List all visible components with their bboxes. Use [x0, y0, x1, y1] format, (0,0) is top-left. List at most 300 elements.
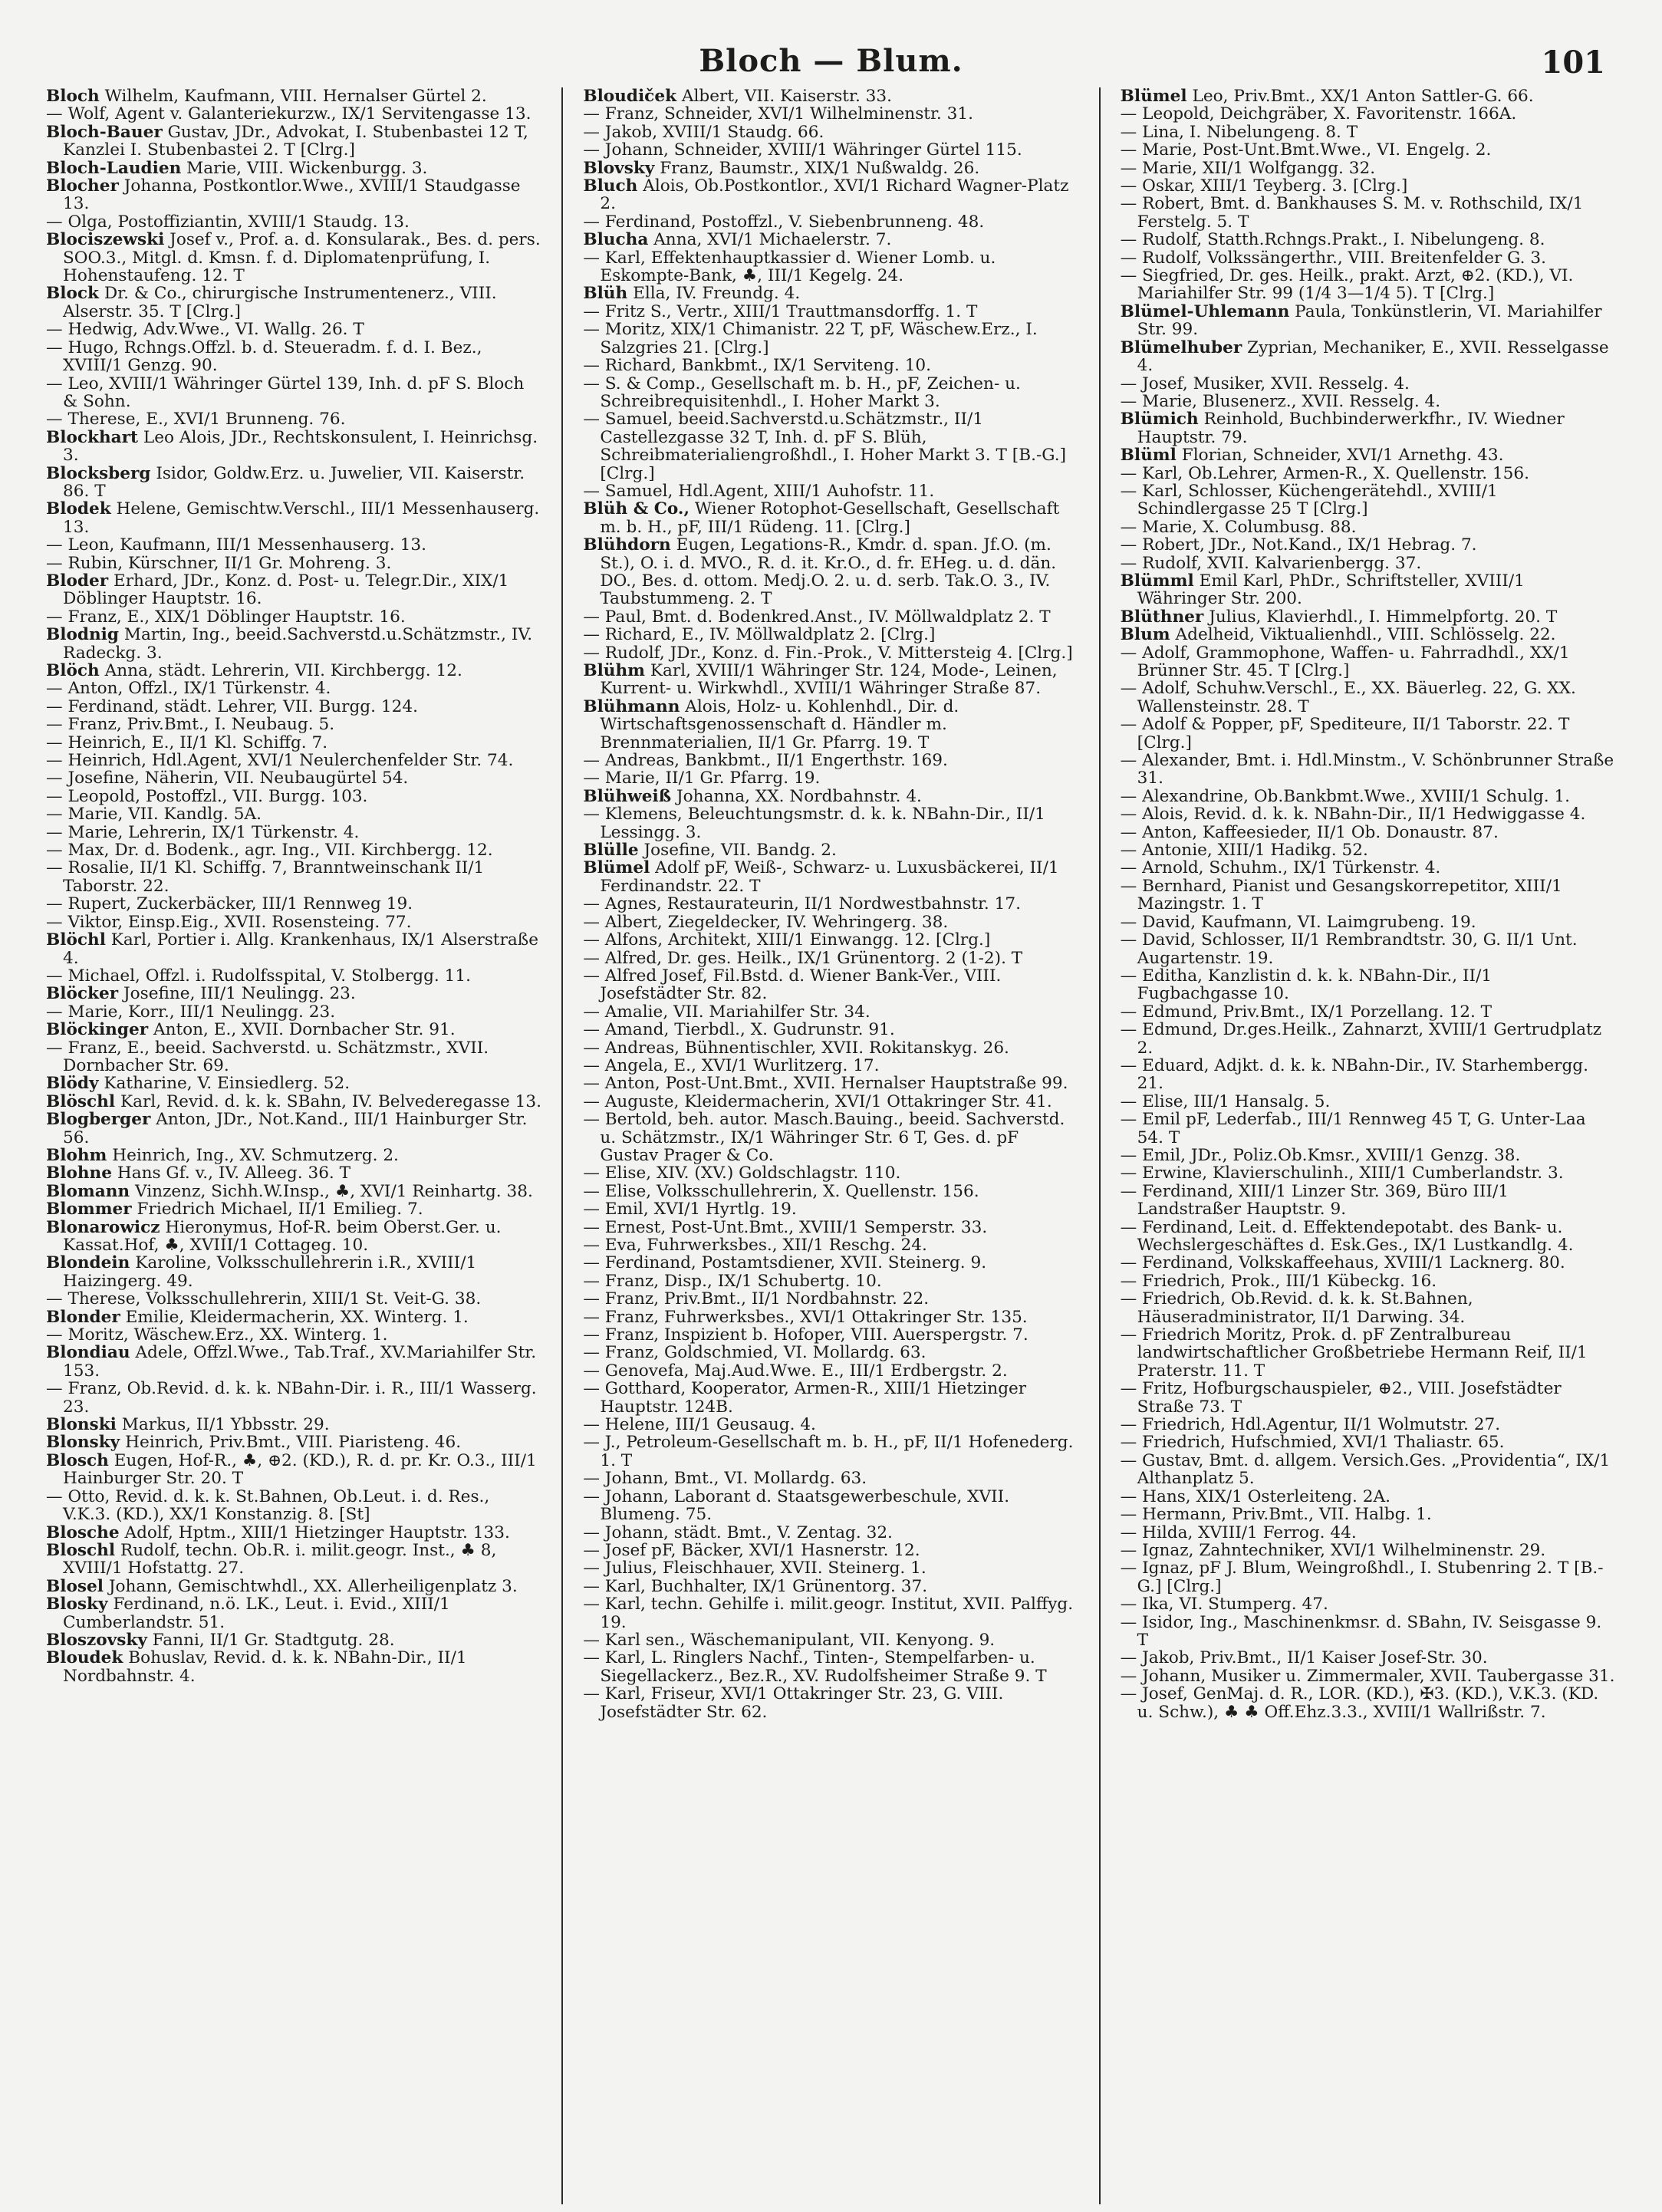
directory-entry: [583, 698, 1078, 752]
directory-entry: [583, 1326, 1078, 1344]
running-head: Bloch — Blum.: [699, 42, 963, 79]
entry-details: — Ferdinand, Volkskaffeehaus, XVIII/1 Lacknerg. 80.: [1120, 1253, 1565, 1273]
entry-details: — Friedrich, Prok., III/1 Kübeckg. 16.: [1120, 1271, 1437, 1291]
entry-details: — J., Petroleum-Gesellschaft m. b. H., pF, II/1 Hofenederg. 1. T: [583, 1433, 1074, 1470]
entry-details: — Ika, VI. Stumperg. 47.: [1120, 1595, 1328, 1615]
entry-details: Anton, E., XVII. Dornbacher Str. 91.: [153, 1020, 456, 1040]
directory-entry: [46, 1595, 541, 1631]
directory-entry: [583, 1578, 1078, 1595]
entry-surname: Blöschl: [46, 1091, 116, 1111]
directory-entry: [1121, 1380, 1616, 1416]
entry-surname: Blommer: [46, 1200, 132, 1220]
directory-entry: [583, 357, 1078, 374]
entry-surname: Blüml: [1120, 446, 1177, 466]
entry-details: — Karl, Friseur, XVI/1 Ottakringer Str. 23, G. VIII. Josefstädter Str. 62.: [583, 1684, 1004, 1722]
entry-details: Ferdinand, n.ö. LK., Leut. i. Evid., XIII/1 Cumberlandstr. 51.: [63, 1595, 450, 1632]
directory-entry: [46, 1039, 541, 1075]
directory-entry: [583, 1057, 1078, 1075]
column-divider: [1099, 87, 1101, 2204]
entry-details: — Emil pF, Lederfab., III/1 Rennweg 45 T, G. Unter-Laa 54. T: [1120, 1110, 1586, 1147]
entry-details: — Johann, Bmt., VI. Mollardg. 63.: [583, 1469, 867, 1489]
entry-surname: Bloch: [46, 87, 100, 106]
directory-entry: [46, 859, 541, 895]
entry-details: — Marie, Korr., III/1 Neulingg. 23.: [46, 1002, 336, 1022]
entry-details: — Friedrich, Hdl.Agentur, II/1 Wolmutstr. 27.: [1120, 1415, 1501, 1435]
entry-details: — Editha, Kanzlistin d. k. k. NBahn-Dir., II/1 Fugbachgasse 10.: [1120, 966, 1493, 1004]
entry-details: — Amand, Tierbdl., X. Gudrunstr. 91.: [583, 1020, 895, 1040]
entry-details: — Robert, Bmt. d. Bankhauses S. M. v. Rothschild, IX/1 Ferstelg. 5. T: [1120, 194, 1584, 232]
entry-details: — Arnold, Schuhm., IX/1 Türkenstr. 4.: [1120, 858, 1441, 878]
entry-surname: Blonarowicz: [46, 1217, 160, 1237]
entry-details: — Alexander, Bmt. i. Hdl.Minstm., V. Schönbrunner Straße 31.: [1120, 751, 1614, 788]
entry-details: — Max, Dr. d. Bodenk., agr. Ing., VII. Kirchbergg. 12.: [46, 841, 493, 861]
directory-entry: [46, 734, 541, 752]
entry-details: — Leopold, Deichgräber, X. Favoritenstr. 166A.: [1120, 104, 1517, 124]
directory-entry: [1121, 1434, 1616, 1451]
entry-details: — Johann, Musiker u. Zimmermaler, XVII. Taubergasse 31.: [1120, 1666, 1615, 1686]
directory-entry: [46, 1488, 541, 1524]
directory-entry: [1121, 1021, 1616, 1057]
entry-details: — Otto, Revid. d. k. k. St.Bahnen, Ob.Leut. i. d. Res., V.K.3. (KD.), XX/1 Konstanzig. 8. [St]: [46, 1486, 490, 1525]
entry-details: — Hedwig, Adv.Wwe., VI. Wallg. 26. T: [46, 320, 364, 340]
directory-entry: [583, 482, 1078, 500]
entry-surname: Bloch-Laudien: [46, 158, 182, 178]
directory-entry: [1121, 536, 1616, 554]
directory-entry: [46, 1578, 541, 1595]
entry-details: Adelheid, Viktualienhdl., VIII. Schlösselg. 22.: [1175, 625, 1556, 645]
entry-details: Reinhold, Buchbinderwerkfhr., IV. Wiedner Hauptstr. 79.: [1137, 410, 1565, 447]
entry-details: — Ferdinand, Leit. d. Effektendepotabt. des Bank- u. Wechslergeschäftes d. Esk.Ges., IX/1 Lustkandlg. 4.: [1120, 1217, 1574, 1255]
entry-details: — Ignaz, pF J. Blum, Weingroßhdl., I. Stubenring 2. T [B.-G.] [Clrg.]: [1120, 1559, 1604, 1596]
directory-entry: [583, 303, 1078, 321]
directory-entry: [583, 87, 1078, 105]
entry-details: — Gotthard, Kooperator, Armen-R., XIII/1 Hietzinger Hauptstr. 124B.: [583, 1379, 1027, 1417]
directory-entry: [1121, 249, 1616, 267]
entry-details: Bohuslav, Revid. d. k. k. NBahn-Dir., II/1 Nordbahnstr. 4.: [63, 1648, 467, 1686]
directory-entry: [1121, 931, 1616, 967]
directory-entry: [46, 410, 541, 428]
entry-surname: Blosch: [46, 1450, 109, 1470]
entry-surname: Bloder: [46, 571, 109, 591]
directory-entry: [1121, 877, 1616, 913]
directory-entry: [1121, 644, 1616, 680]
directory-entry: [46, 1021, 541, 1039]
directory-entry: [583, 1003, 1078, 1021]
directory-entry: [583, 626, 1078, 644]
entry-details: Anton, JDr., Not.Kand., III/1 Hainburger Str. 56.: [63, 1110, 528, 1147]
entry-surname: Blödy: [46, 1074, 99, 1094]
entry-surname: Blonsky: [46, 1433, 120, 1453]
entry-details: — Moritz, XIX/1 Chimanistr. 22 T, pF, Wäschew.Erz., I. Salzgries 21. [Clrg.]: [583, 320, 1038, 357]
entry-details: — Marie, II/1 Gr. Pfarrg. 19.: [583, 769, 821, 788]
directory-entry: [583, 1344, 1078, 1361]
directory-entry: [1121, 195, 1616, 231]
entry-surname: Bloudek: [46, 1648, 123, 1668]
directory-entry: [46, 1380, 541, 1416]
directory-entry: [583, 1416, 1078, 1434]
entry-details: Paula, Tonkünstlerin, VI. Mariahilfer Str. 99.: [1137, 301, 1602, 340]
directory-entry: [1121, 123, 1616, 141]
directory-entry: [1121, 1003, 1616, 1021]
entry-details: Adolf pF, Weiß-, Schwarz- u. Luxusbäckerei, II/1 Ferdinandstr. 22. T: [600, 858, 1059, 896]
directory-entry: [1121, 1254, 1616, 1272]
directory-entry: [1121, 1452, 1616, 1488]
column-3: [1121, 87, 1616, 2204]
directory-entry: [583, 1183, 1078, 1200]
entry-details: Vinzenz, Sichh.W.Insp., ♣, XVI/1 Reinhartg. 38.: [134, 1181, 533, 1201]
directory-entry: [583, 1542, 1078, 1559]
directory-entry: [583, 500, 1078, 536]
directory-entry: [583, 231, 1078, 249]
directory-entry: [1121, 1093, 1616, 1111]
directory-entry: [1121, 788, 1616, 805]
columns: [46, 87, 1616, 2204]
entry-details: — Richard, Bankbmt., IX/1 Serviteng. 10.: [583, 356, 932, 376]
directory-entry: [583, 805, 1078, 841]
entry-details: — Robert, JDr., Not.Kand., IX/1 Hebrag. 7.: [1120, 535, 1477, 555]
directory-entry: [583, 1470, 1078, 1487]
entry-details: — Elise, Volksschullehrerin, X. Quellenstr. 156.: [583, 1181, 979, 1201]
entry-details: — Fritz S., Vertr., XIII/1 Trauttmansdorffg. 1. T: [583, 301, 978, 321]
directory-entry: [583, 123, 1078, 141]
entry-details: — David, Kaufmann, VI. Laimgrubeng. 19.: [1120, 912, 1476, 932]
entry-surname: Blum: [1120, 625, 1170, 645]
entry-details: Eugen, Hof-R., ♣, ⊕2. (KD.), R. d. pr. Kr. O.3., III/1 Hainburger Str. 20. T: [63, 1450, 537, 1489]
entry-details: — Marie, Lehrerin, IX/1 Türkenstr. 4.: [46, 822, 360, 842]
entry-details: — Andreas, Bankbmt., II/1 Engerthstr. 169.: [583, 751, 948, 771]
entry-details: — Viktor, Einsp.Eig., XVII. Rosensteing. 77.: [46, 912, 412, 932]
directory-entry: [46, 160, 541, 177]
directory-entry: [1121, 967, 1616, 1003]
entry-details: — Antonie, XIII/1 Hadikg. 52.: [1120, 841, 1368, 861]
directory-entry: [46, 1631, 541, 1649]
directory-entry: [1121, 1685, 1616, 1721]
directory-entry: [1121, 375, 1616, 393]
entry-details: — Franz, Fuhrwerksbes., XVI/1 Ottakringer Str. 135.: [583, 1307, 1028, 1327]
directory-entry: [46, 285, 541, 321]
entry-details: — Leon, Kaufmann, III/1 Messenhauserg. 13.: [46, 535, 426, 555]
directory-entry: [46, 608, 541, 626]
entry-details: Leo Alois, JDr., Rechtskonsulent, I. Heinrichsg. 3.: [63, 427, 538, 466]
entry-details: — Julius, Fleischhauer, XVII. Steinerg. 1.: [583, 1559, 926, 1578]
entry-details: — Franz, E., XIX/1 Döblinger Hauptstr. 16.: [46, 607, 406, 627]
directory-entry: [1121, 231, 1616, 249]
entry-details: — Ernest, Post-Unt.Bmt., XVIII/1 Semperstr. 33.: [583, 1217, 988, 1237]
entry-details: Franz, Baumstr., XIX/1 Nußwaldg. 26.: [660, 158, 980, 178]
entry-details: — Franz, Inspizient b. Hofoper, VIII. Auerspergstr. 7.: [583, 1325, 1028, 1345]
entry-surname: Blocksberg: [46, 463, 151, 483]
entry-details: — Rudolf, XVII. Kalvarienbergg. 37.: [1120, 553, 1422, 573]
entry-details: — Adolf, Schuhw.Verschl., E., XX. Bäuerleg. 22, G. XX. Wallensteinstr. 28. T: [1120, 679, 1576, 716]
entry-surname: Blümel: [1120, 87, 1187, 106]
directory-entry: [1121, 177, 1616, 195]
entry-details: — Adolf & Popper, pF, Spediteure, II/1 Taborstr. 22. T [Clrg.]: [1120, 715, 1570, 752]
entry-details: — Josefine, Näherin, VII. Neubaugürtel 54.: [46, 769, 409, 788]
entry-details: — Karl, Schlosser, Küchengerätehdl., XVIII/1 Schindlergasse 25 T [Clrg.]: [1120, 481, 1498, 519]
entry-surname: Blöchl: [46, 930, 106, 950]
entry-details: — Hans, XIX/1 Osterleiteng. 2A.: [1120, 1486, 1390, 1506]
directory-entry: [1121, 859, 1616, 877]
entry-surname: Blucha: [583, 230, 649, 250]
entry-details: Adolf, Hptm., XIII/1 Hietzinger Hauptstr. 133.: [124, 1522, 510, 1542]
directory-entry: [1121, 716, 1616, 752]
entry-surname: Blovsky: [583, 158, 655, 178]
directory-entry: [583, 1434, 1078, 1470]
entry-details: — Alfred Josef, Fil.Bstd. d. Wiener Bank-Ver., VIII. Josefstädter Str. 82.: [583, 966, 1002, 1004]
entry-details: Albert, VII. Kaiserstr. 33.: [681, 87, 893, 106]
directory-entry: [583, 1595, 1078, 1631]
directory-entry: [46, 105, 541, 123]
entry-details: — Franz, E., beeid. Sachverstd. u. Schätzmstr., XVII. Dornbacher Str. 69.: [46, 1038, 489, 1075]
entry-details: Karl, Portier i. Allg. Krankenhaus, IX/1 Alserstraße 4.: [63, 930, 539, 968]
entry-details: Wilhelm, Kaufmann, VIII. Hernalser Gürtel 2.: [104, 87, 487, 106]
entry-details: Johanna, Postkontlor.Wwe., XVIII/1 Staudgasse 13.: [63, 176, 521, 214]
entry-surname: Blonski: [46, 1415, 117, 1435]
entry-surname: Blümel: [583, 858, 650, 878]
entry-details: Fanni, II/1 Gr. Stadtgutg. 28.: [152, 1630, 395, 1650]
directory-entry: [583, 249, 1078, 285]
entry-details: — Oskar, XIII/1 Teyberg. 3. [Clrg.]: [1120, 176, 1408, 196]
entry-details: — Franz, Priv.Bmt., I. Neubaug. 5.: [46, 715, 335, 735]
entry-details: — Ferdinand, städt. Lehrer, VII. Burgg. 124.: [46, 696, 418, 716]
entry-details: Emil Karl, PhDr., Schriftsteller, XVIII/1 Währinger Str. 200.: [1137, 571, 1525, 609]
directory-entry: [1121, 1057, 1616, 1093]
entry-details: — Elise, XIV. (XV.) Goldschlagstr. 110.: [583, 1164, 901, 1183]
directory-entry: [1121, 1595, 1616, 1613]
entry-surname: Blöcker: [46, 984, 119, 1004]
entry-details: Karoline, Volksschullehrerin i.R., XVIII/1 Haizingerg. 49.: [63, 1253, 477, 1291]
directory-entry: [46, 177, 541, 213]
directory-entry: [583, 1308, 1078, 1326]
column-2: [583, 87, 1078, 2204]
column-divider: [561, 87, 563, 2204]
entry-details: — Johann, städt. Bmt., V. Zentag. 32.: [583, 1522, 893, 1542]
entry-details: — Amalie, VII. Mariahilfer Str. 34.: [583, 1002, 870, 1022]
entry-details: Markus, II/1 Ybbsstr. 29.: [121, 1415, 330, 1435]
entry-details: — Karl, L. Ringlers Nachf., Tinten-, Stempelfarben- u. Siegellackerz., Bez.R., XV. Rudolfsheimer Straße 9. T: [583, 1648, 1047, 1686]
directory-entry: [46, 339, 541, 375]
entry-details: Anna, städt. Lehrerin, VII. Kirchbergg. 12.: [104, 661, 462, 680]
directory-entry: [583, 931, 1078, 949]
entry-details: Ella, IV. Freundg. 4.: [633, 284, 801, 304]
entry-surname: Blosky: [46, 1595, 108, 1615]
directory-entry: [583, 1039, 1078, 1057]
directory-entry: [46, 1452, 541, 1488]
directory-entry: [583, 375, 1078, 411]
entry-details: — Hilda, XVIII/1 Ferrog. 44.: [1120, 1522, 1357, 1542]
directory-entry: [1121, 555, 1616, 572]
entry-details: — Anton, Offzl., IX/1 Türkenstr. 4.: [46, 679, 331, 699]
directory-entry: [46, 465, 541, 501]
entry-details: — Siegfried, Dr. ges. Heilk., prakt. Arzt, ⊕2. (KD.), VI. Mariahilfer Str. 99 (1/4 3—1/4 5). T [Clrg.]: [1120, 266, 1574, 304]
directory-entry: [46, 788, 541, 805]
entry-details: — Klemens, Beleuchtungsmstr. d. k. k. NBahn-Dir., II/1 Lessingg. 3.: [583, 805, 1045, 842]
directory-entry: [583, 1200, 1078, 1218]
entry-details: Wiener Rotophot-Gesellschaft, Gesellschaft m. b. H., pF, III/1 Rüdeng. 11. [Clrg.]: [600, 499, 1060, 537]
entry-details: — Karl, Effektenhauptkassier d. Wiener Lomb. u. Eskompte-Bank, ♣, III/1 Kegelg. 24.: [583, 248, 996, 286]
entry-surname: Blosel: [46, 1576, 104, 1596]
directory-entry: [583, 859, 1078, 895]
entry-details: — Albert, Ziegeldecker, IV. Wehringerg. 38.: [583, 912, 949, 932]
entry-surname: Blomann: [46, 1181, 130, 1201]
directory-entry: [46, 500, 541, 536]
entry-details: — Leopold, Postoffzl., VII. Burgg. 103.: [46, 786, 368, 806]
directory-entry: [1121, 752, 1616, 788]
entry-details: — Marie, Post-Unt.Bmt.Wwe., VI. Engelg. 2.: [1120, 140, 1492, 160]
directory-entry: [1121, 87, 1616, 105]
entry-details: — Hermann, Priv.Bmt., VII. Halbg. 1.: [1120, 1505, 1432, 1525]
directory-entry: [46, 769, 541, 787]
entry-surname: Blondiau: [46, 1343, 130, 1363]
entry-details: — Ferdinand, Postoffzl., V. Siebenbrunneng. 48.: [583, 212, 985, 232]
directory-entry: [46, 1254, 541, 1290]
entry-details: Heinrich, Priv.Bmt., VIII. Piaristeng. 46.: [125, 1433, 462, 1453]
directory-entry: [1121, 572, 1616, 608]
directory-entry: [1121, 1524, 1616, 1542]
entry-surname: Blümel-Uhlemann: [1120, 301, 1290, 321]
entry-details: — Franz, Ob.Revid. d. k. k. NBahn-Dir. i. R., III/1 Wasserg. 23.: [46, 1379, 537, 1417]
directory-entry: [1121, 824, 1616, 841]
directory-entry: [46, 698, 541, 716]
entry-details: — Anton, Kaffeesieder, II/1 Ob. Donaustr. 87.: [1120, 822, 1499, 842]
directory-entry: [583, 213, 1078, 231]
entry-details: — Ferdinand, XIII/1 Linzer Str. 369, Büro III/1 Landstraßer Hauptstr. 9.: [1120, 1181, 1509, 1220]
directory-entry: [46, 931, 541, 967]
directory-entry: [1121, 1416, 1616, 1434]
directory-entry: [1121, 1164, 1616, 1182]
entry-details: — Agnes, Restaurateurin, II/1 Nordwestbahnstr. 17.: [583, 894, 1021, 914]
entry-details: — Fritz, Hofburgschauspieler, ⊕2., VIII. Josefstädter Straße 73. T: [1120, 1379, 1562, 1417]
entry-surname: Blodek: [46, 499, 111, 519]
entry-details: Erhard, JDr., Konz. d. Post- u. Telegr.Dir., XIX/1 Döblinger Hauptstr. 16.: [63, 571, 509, 609]
directory-entry: [46, 536, 541, 554]
directory-entry: [46, 1183, 541, 1200]
directory-entry: [583, 1021, 1078, 1039]
entry-details: Josefine, VII. Bandg. 2.: [643, 841, 837, 861]
entry-details: — Emil, XVI/1 Hyrtlg. 19.: [583, 1200, 797, 1220]
entry-details: — Marie, XII/1 Wolfgangg. 32.: [1120, 158, 1376, 178]
entry-surname: Blockhart: [46, 427, 139, 447]
entry-details: — S. & Comp., Gesellschaft m. b. H., pF, Zeichen- u. Schreibrequisitenhdl., I. Hoher Markt 3.: [583, 374, 1021, 411]
directory-entry: [46, 1075, 541, 1092]
directory-entry: [46, 231, 541, 285]
entry-details: — Friedrich, Hufschmied, XVI/1 Thaliastr. 65.: [1120, 1433, 1505, 1453]
directory-entry: [1121, 393, 1616, 410]
directory-entry: [1121, 410, 1616, 446]
directory-entry: [46, 752, 541, 769]
entry-details: — Marie, VII. Kandlg. 5A.: [46, 805, 262, 825]
directory-entry: [1121, 105, 1616, 123]
entry-details: Alois, Holz- u. Kohlenhdl., Dir. d. Wirtschaftsgenossenschaft d. Händler m. Brennmaterialien, II/1 Gr. Pfarrg. 19. T: [600, 696, 959, 752]
entry-details: Josefine, III/1 Neulingg. 23.: [123, 984, 356, 1004]
entry-details: — Genovefa, Maj.Aud.Wwe. E., III/1 Erdbergstr. 2.: [583, 1361, 1008, 1381]
entry-details: Hieronymus, Hof-R. beim Oberst.Ger. u. Kassat.Hof, ♣, XVIII/1 Cottageg. 10.: [63, 1217, 502, 1255]
entry-details: — Emil, JDr., Poliz.Ob.Kmsr., XVIII/1 Genzg. 38.: [1120, 1145, 1521, 1165]
entry-details: — Rudolf, Volkssängerthr., VIII. Breitenfelder G. 3.: [1120, 248, 1546, 268]
directory-entry: [1121, 446, 1616, 464]
directory-entry: [583, 1254, 1078, 1272]
entry-details: Alois, Ob.Postkontlor., XVI/1 Richard Wagner-Platz 2.: [600, 176, 1069, 214]
directory-entry: [1121, 1290, 1616, 1326]
directory-entry: [46, 321, 541, 338]
entry-details: — Rosalie, II/1 Kl. Schiffg. 7, Branntweinschank II/1 Taborstr. 22.: [46, 858, 485, 896]
entry-details: — Johann, Schneider, XVIII/1 Währinger Gürtel 115.: [583, 140, 1022, 160]
directory-entry: [46, 1524, 541, 1542]
entry-details: — Ignaz, Zahntechniker, XVI/1 Wilhelminenstr. 29.: [1120, 1540, 1546, 1560]
entry-details: — Franz, Goldschmied, VI. Mollardg. 63.: [583, 1343, 926, 1363]
directory-entry: [583, 105, 1078, 123]
directory-entry: [583, 788, 1078, 805]
directory-entry: [583, 536, 1078, 608]
entry-details: — Leo, XVIII/1 Währinger Gürtel 139, Inh. d. pF S. Bloch & Sohn.: [46, 374, 525, 411]
entry-details: — Rubin, Kürschner, II/1 Gr. Mohreng. 3.: [46, 553, 392, 573]
entry-details: — Edmund, Priv.Bmt., IX/1 Porzellang. 12. T: [1120, 1002, 1493, 1022]
entry-details: Karl, XVIII/1 Währinger Str. 124, Mode-, Leinen, Kurrent- u. Wirkwhdl., XVIII/1 Währinger Straße 87.: [600, 661, 1058, 699]
directory-entry: [1121, 303, 1616, 339]
entry-details: — Adolf, Grammophone, Waffen- u. Fahrradhdl., XX/1 Brünner Str. 45. T [Clrg.]: [1120, 643, 1570, 680]
entry-details: Emilie, Kleidermacherin, XX. Winterg. 1.: [125, 1307, 469, 1327]
directory-entry: [1121, 1272, 1616, 1290]
directory-entry: [46, 1542, 541, 1578]
entry-details: — Edmund, Dr.ges.Heilk., Zahnarzt, XVIII/1 Gertrudplatz 2.: [1120, 1020, 1602, 1058]
entry-details: — Johann, Laborant d. Staatsgewerbeschule, XVII. Blumeng. 75.: [583, 1486, 1010, 1525]
directory-entry: [583, 967, 1078, 1003]
entry-surname: Bloch-Bauer: [46, 122, 163, 142]
directory-entry: [583, 1488, 1078, 1524]
directory-entry: [46, 213, 541, 231]
directory-entry: [1121, 1488, 1616, 1506]
directory-entry: [1121, 913, 1616, 931]
entry-details: — Angela, E., XVI/1 Wurlitzerg. 17.: [583, 1055, 880, 1075]
entry-surname: Block: [46, 284, 99, 304]
entry-details: — Paul, Bmt. d. Bodenkred.Anst., IV. Möllwaldplatz 2. T: [583, 607, 1051, 627]
entry-surname: Blöckinger: [46, 1020, 149, 1040]
entry-surname: Bloudiček: [583, 87, 677, 106]
entry-details: — Friedrich Moritz, Prok. d. pF Zentralbureau landwirtschaftlicher Großbetriebe Hermann Reif, II/1 Praterstr. 11. T: [1120, 1325, 1588, 1381]
directory-entry: [1121, 1614, 1616, 1650]
entry-details: — Alois, Revid. d. k. k. NBahn-Dir., II/1 Hedwiggasse 4.: [1120, 805, 1586, 825]
directory-entry: [583, 1362, 1078, 1380]
directory-entry: [1121, 339, 1616, 375]
entry-details: — Marie, Blusenerz., XVII. Resselg. 4.: [1120, 391, 1441, 411]
directory-entry: [583, 841, 1078, 859]
directory-entry: [583, 1290, 1078, 1308]
directory-entry: [46, 1164, 541, 1182]
entry-details: — Karl, Ob.Lehrer, Armen-R., X. Quellenstr. 156.: [1120, 463, 1530, 483]
entry-details: — Eva, Fuhrwerksbes., XII/1 Reschg. 24.: [583, 1236, 927, 1255]
entry-surname: Blülle: [583, 841, 639, 861]
entry-details: — Andreas, Bühnentischler, XVII. Rokitanskyg. 26.: [583, 1038, 1009, 1058]
entry-surname: Blocher: [46, 176, 119, 196]
directory-entry: [583, 752, 1078, 769]
directory-entry: [46, 123, 541, 160]
entry-details: — Erwine, Klavierschulinh., XIII/1 Cumberlandstr. 3.: [1120, 1164, 1564, 1183]
entry-details: — Josef pF, Bäcker, XVI/1 Hasnerstr. 12.: [583, 1540, 920, 1560]
entry-details: — Rudolf, JDr., Konz. d. Fin.-Prok., V. Mittersteig 4. [Clrg.]: [583, 643, 1073, 663]
directory-entry: [583, 177, 1078, 213]
entry-details: — Josef, Musiker, XVII. Resselg. 4.: [1120, 374, 1410, 393]
entry-details: — Wolf, Agent v. Galanteriekurzw., IX/1 Servitengasse 13.: [46, 104, 532, 124]
directory-entry: [46, 662, 541, 680]
entry-surname: Bloszovsky: [46, 1630, 147, 1650]
entry-surname: Blümich: [1120, 410, 1199, 430]
entry-details: — Bernhard, Pianist und Gesangskorrepetitor, XIII/1 Mazingstr. 1. T: [1120, 876, 1562, 914]
entry-details: Julius, Klavierhdl., I. Himmelpfortg. 20. T: [1209, 607, 1558, 627]
entry-surname: Blohm: [46, 1145, 107, 1165]
entry-surname: Blogberger: [46, 1110, 151, 1130]
directory-entry: [46, 716, 541, 733]
directory-entry: [46, 805, 541, 823]
